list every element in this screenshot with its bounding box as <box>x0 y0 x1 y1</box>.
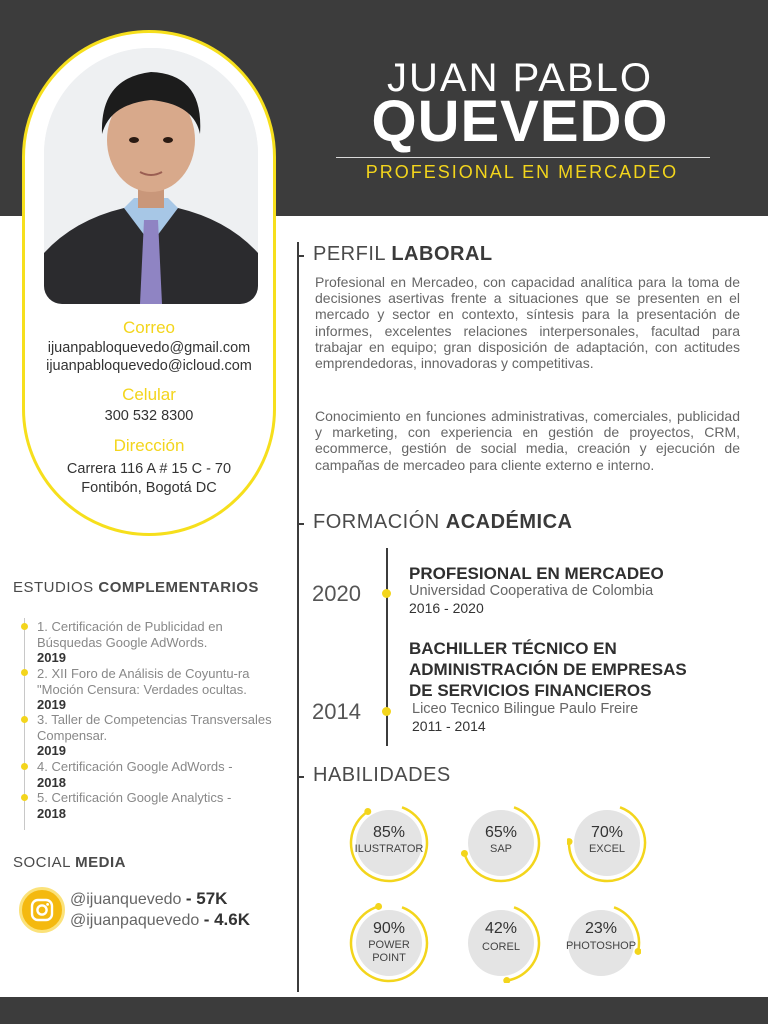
social-account[interactable]: @ijuanquevedo - 57K <box>70 889 228 908</box>
address-line-2: Fontibón, Bogotá DC <box>81 480 217 496</box>
list-bullet <box>21 669 28 676</box>
study-item: 3. Taller de Competencias Transversales Compensar. 2019 <box>37 712 272 758</box>
skill-gauge <box>561 903 641 983</box>
list-bullet <box>21 763 28 770</box>
last-name: QUEVEDO <box>371 89 669 154</box>
profile-paragraph-1: Profesional en Mercadeo, con capacidad analítica para la toma de decisiones asertivas frente a situaciones que se presenten en el mercado y sector en contexto, síntesis para la presentación de informes, excelentes relaciones interpersonales, facultad para trabajar en equipo; gran disposición de adaptación, con actitudes emprendedoras, innovadoras y competitivas. <box>315 274 740 372</box>
profile-photo <box>44 48 258 304</box>
list-bullet <box>21 716 28 723</box>
skill-name: EXCEL <box>588 843 626 855</box>
skill-gauge <box>461 903 541 983</box>
studies-heading: ESTUDIOS COMPLEMENTARIOS <box>13 579 259 596</box>
skills-heading: HABILIDADES <box>313 764 451 786</box>
phone-label: Celular <box>122 385 176 404</box>
skill-name: POWER <box>368 939 410 951</box>
degree-title-line-2: ADMINISTRACIÓN DE EMPRESAS <box>409 660 687 679</box>
study-item: 5. Certificación Google Analytics - 2018 <box>37 790 232 821</box>
timeline-dot <box>382 707 391 716</box>
degree-institution: Universidad Cooperativa de Colombia <box>409 583 654 599</box>
skill-percent: 23% <box>584 920 618 937</box>
degree-title-line-3: DE SERVICIOS FINANCIEROS <box>409 681 652 700</box>
address-label: Dirección <box>113 436 185 455</box>
email-secondary[interactable]: ijuanpabloquevedo@icloud.com <box>46 358 252 374</box>
phone-number[interactable]: 300 532 8300 <box>104 408 194 424</box>
study-item: 4. Certificación Google AdWords - 2018 <box>37 759 233 790</box>
education-heading: FORMACIÓN ACADÉMICA <box>313 511 573 533</box>
education-year: 2020 <box>312 581 361 606</box>
social-heading: SOCIAL MEDIA <box>13 854 126 871</box>
study-item: 2. XII Foro de Análisis de Coyuntu-ra "Moción Censura: Verdades ocultas. 2019 <box>37 666 250 712</box>
degree-title-line-1: BACHILLER TÉCNICO EN <box>409 639 617 658</box>
social-account[interactable]: @ijuanpaquevedo - 4.6K <box>70 910 250 929</box>
skill-gauge <box>349 903 429 983</box>
education-timeline <box>386 548 388 746</box>
skill-percent: 42% <box>484 920 518 937</box>
skill-name-line-2: POINT <box>372 952 406 964</box>
skill-percent: 70% <box>590 824 624 841</box>
skill-progress-dot <box>364 808 371 815</box>
list-bullet <box>21 794 28 801</box>
skill-progress-dot <box>375 903 382 910</box>
degree-years: 2011 - 2014 <box>412 718 486 734</box>
list-bullet <box>21 623 28 630</box>
degree-institution: Liceo Tecnico Bilingue Paulo Freire <box>412 701 639 717</box>
section-tick <box>297 255 304 257</box>
instagram-icon[interactable] <box>19 887 65 933</box>
skill-gauge <box>567 803 647 883</box>
skill-percent: 90% <box>372 920 406 937</box>
education-year: 2014 <box>312 699 361 724</box>
degree-title: PROFESIONAL EN MERCADEO <box>409 564 664 583</box>
skill-percent: 85% <box>372 824 406 841</box>
skill-name: COREL <box>482 941 520 953</box>
degree-years: 2016 - 2020 <box>409 600 484 616</box>
address-line-1: Carrera 116 A # 15 C - 70 <box>66 461 232 477</box>
section-tick <box>297 523 304 525</box>
footer-band <box>0 997 768 1024</box>
skill-name: PHOTOSHOP <box>565 940 637 952</box>
profile-heading: PERFIL LABORAL <box>313 243 493 265</box>
skill-gauge <box>461 803 541 883</box>
email-primary[interactable]: ijuanpabloquevedo@gmail.com <box>47 340 251 356</box>
email-label: Correo <box>123 318 175 337</box>
study-item: 1. Certificación de Publicidad en Búsquedas Google AdWords. 2019 <box>37 619 223 665</box>
skill-gauge <box>349 803 429 883</box>
timeline-dot <box>382 589 391 598</box>
profile-paragraph-2: Conocimiento en funciones administrativas, comerciales, publicidad y marketing, con experiencia en gestión de proyectos, CRM, ecommerce, gestión de social media, creación y ejecución de campañas de mercadeo para cliente externo e interno. <box>315 408 740 473</box>
job-title: PROFESIONAL EN MERCADEO <box>365 162 679 182</box>
skill-progress-dot <box>503 977 510 983</box>
title-divider <box>336 157 710 158</box>
skill-name: ILUSTRATOR <box>354 843 424 855</box>
skill-percent: 65% <box>484 824 518 841</box>
first-name: JUAN PABLO <box>387 56 653 100</box>
section-divider-line <box>297 242 299 992</box>
section-tick <box>297 776 304 778</box>
skill-name: SAP <box>489 843 512 855</box>
